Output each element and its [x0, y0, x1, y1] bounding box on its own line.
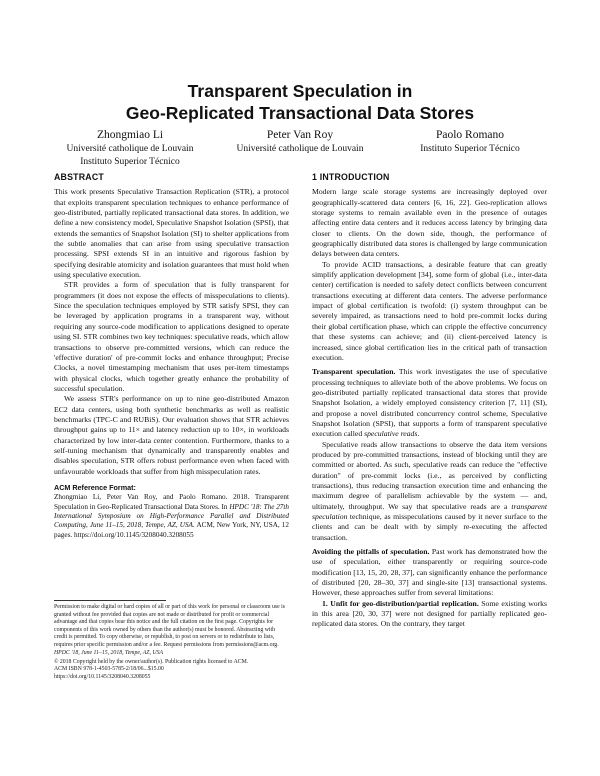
author-1 — [40, 128, 220, 168]
conference-venue: HPDC '18, June 11–15, 2018, Tempe, AZ, USA — [54, 650, 164, 656]
isbn-line: ACM ISBN 978-1-4503-5785-2/18/06...$15.00 — [54, 666, 164, 672]
right-column — [312, 172, 547, 630]
acm-reference-text: Zhongmiao Li, Peter Van Roy, and Paolo Romano. 2018. Transparent Speculation in Geo-Replicated Transactional Data Stores. In HPDC '18: The 27th International Symposium on High-Performance Parallel and Distributed Computing, June 11–15, 2018, Tempe, AZ, USA. ACM, New York, NY, USA, 12 pages. https://doi.org/10.1145/3208040.3208055 — [54, 493, 289, 539]
paper-title — [60, 80, 540, 124]
intro-paragraph: To provide ACID transactions, a desirable feature that can greatly simplify application development [34], some form of global (i.e., inter-data center) certification is needed to safely detect conflicts between concurrent transactions executing at different data centers. The adverse performance impact of global certification is twofold: (i) system throughput can be severely impaired, as transactions need to hold pre-commit locks during their global certification phase, which can cripple the effective concurrency that these systems can achieve; and (ii) client-perceived latency is increased, since global certification lies in the critical path of transaction execution. — [312, 259, 547, 362]
author-affiliation: Instituto Superior Técnico — [80, 156, 180, 167]
acm-reference — [54, 483, 289, 540]
author-affiliation: Université catholique de Louvain — [66, 144, 194, 154]
permission-notice — [54, 604, 289, 681]
author-name: Paolo Romano — [435, 129, 505, 141]
acm-reference-heading: ACM Reference Format: — [54, 482, 136, 492]
left-column — [54, 172, 289, 540]
abstract-paragraph: This work presents Speculative Transaction Replication (STR), a protocol that exploits transparent speculation techniques to enhance performance of geo-distributed, partially replicated transactional data stores. In addition, we define a new consistency model, Speculative Snapshot Isolation (SPSI), that extends the semantics of Snapshot Isolation (SI) to shelter applications from the subtle anomalies that can arise from using speculative transaction processing. SPSI extends SI in an intuitive and rigorous fashion by specifying desirable atomicity and isolation guarantees that must hold when using speculative execution. — [54, 187, 289, 280]
intro-paragraph: Modern large scale storage systems are increasingly deployed over geographically-scattered data centers [6, 16, 22]. Geo-replication allows storage systems to remain available even in the presence of outages affecting entire data centers and it reduces access latency by bringing data closer to clients. On the down side, though, the performance of geographically distributed data stores is challenged by large communication delays between data centers. — [312, 187, 547, 259]
author-3 — [380, 128, 560, 156]
footnote-divider — [54, 600, 166, 601]
doi-link[interactable]: https://doi.org/10.1145/3208040.3208055 — [54, 673, 151, 680]
intro-paragraph: Transparent speculation. This work investigates the use of speculative processing techniques to alleviate both of the above problems. We focus on geo-distributed partially replicated transactional data stores that provide Snapshot Isolation, a widely employed consistency criterion [7, 11] (SI), and propose a novel distributed concurrency control scheme, Speculative Snapshot Isolation (SPSI), that supports a form of transparent speculative execution called speculative reads. — [312, 367, 547, 439]
title-line-2: Geo-Replicated Transactional Data Stores — [125, 103, 475, 123]
author-affiliation: Instituto Superior Técnico — [420, 144, 520, 154]
abstract-heading: ABSTRACT — [54, 172, 104, 182]
author-affiliation: Université catholique de Louvain — [236, 144, 364, 154]
abstract-paragraph: We assess STR's performance on up to nine geo-distributed Amazon EC2 data centers, using both synthetic benchmarks as well as realistic benchmarks (TPC-C and RUBiS). Our evaluation shows that STR achieves throughput gains up to 11× and latency reduction up to 10×, in workloads characterized by low inter-data center contention. Furthermore, thanks to a self-tuning mechanism that dynamically and transparently enables and disables speculation, STR offers robust performance even when faced with unfavourable workloads that suffer from high misspeculation rates. — [54, 394, 289, 476]
author-2 — [210, 128, 390, 156]
abstract-paragraph: STR provides a form of speculation that is fully transparent for programmers (it does not expose the effects of misspeculations to clients). Since the speculation techniques employed by STR satisfy SPSI, they can be leveraged by application programs in a transparent way, without requiring any source-code modification to applications designed to operate using SI. STR combines two key techniques: speculative reads, which allow transactions to observe pre-committed versions, which can reduce the 'effective duration' of pre-commit locks and enhance throughput; Precise Clocks, a novel timestamping mechanism that uses per-item timestamps with physical clocks, which together greatly enhance the probability of successful speculation. — [54, 280, 289, 393]
permission-text: Permission to make digital or hard copies of all or part of this work for personal or classroom use is granted without fee provided that copies are not made or distributed for profit or commercial advantage and that copies bear this notice and the full citation on the first page. Copyrights for components of this work owned by others than the author(s) must be honored. Abstracting with credit is permitted. To copy otherwise, or republish, to post on servers or to redistribute to lists, requires prior specific permission and/or a fee. Request permissions from permissions@acm.org. — [54, 604, 286, 648]
copyright-line: © 2018 Copyright held by the owner/author(s). Publication rights licensed to ACM. — [54, 658, 249, 665]
author-name: Zhongmiao Li — [96, 129, 164, 141]
intro-paragraph: Avoiding the pitfalls of speculation. Past work has demonstrated how the use of speculation, either transparently or requiring source-code modification [13, 15, 20, 28, 37], can significantly enhance the performance of distributed [20, 28–30, 37] and single-site [13] transactional systems. However, these approaches suffer from several limitations: — [312, 547, 547, 598]
intro-paragraph: Speculative reads allow transactions to observe the data item versions produced by pre-committed transactions, instead of blocking until they are committed or aborted. As such, speculative reads can reduce the "effective duration" of pre-commit locks (i.e., as perceived by conflicting transactions), thus reducing transaction execution time and enhancing the maximum degree of parallelism achievable by the system — and, ultimately, throughput. We say that speculative reads are a transparent speculation technique, as misspeculations caused by it never surface to the clients and can be dealt with by simply re-executing the affected transaction. — [312, 439, 547, 542]
introduction-heading: 1 INTRODUCTION — [312, 172, 390, 182]
intro-paragraph: 1. Unfit for geo-distribution/partial replication. Some existing works in this area [20, 30, 37] were not designed for partially replicated geo-replicated data stores. On the contrary, they target — [312, 598, 547, 629]
title-line-1: Transparent Speculation in — [187, 81, 413, 101]
author-name: Peter Van Roy — [266, 129, 334, 141]
